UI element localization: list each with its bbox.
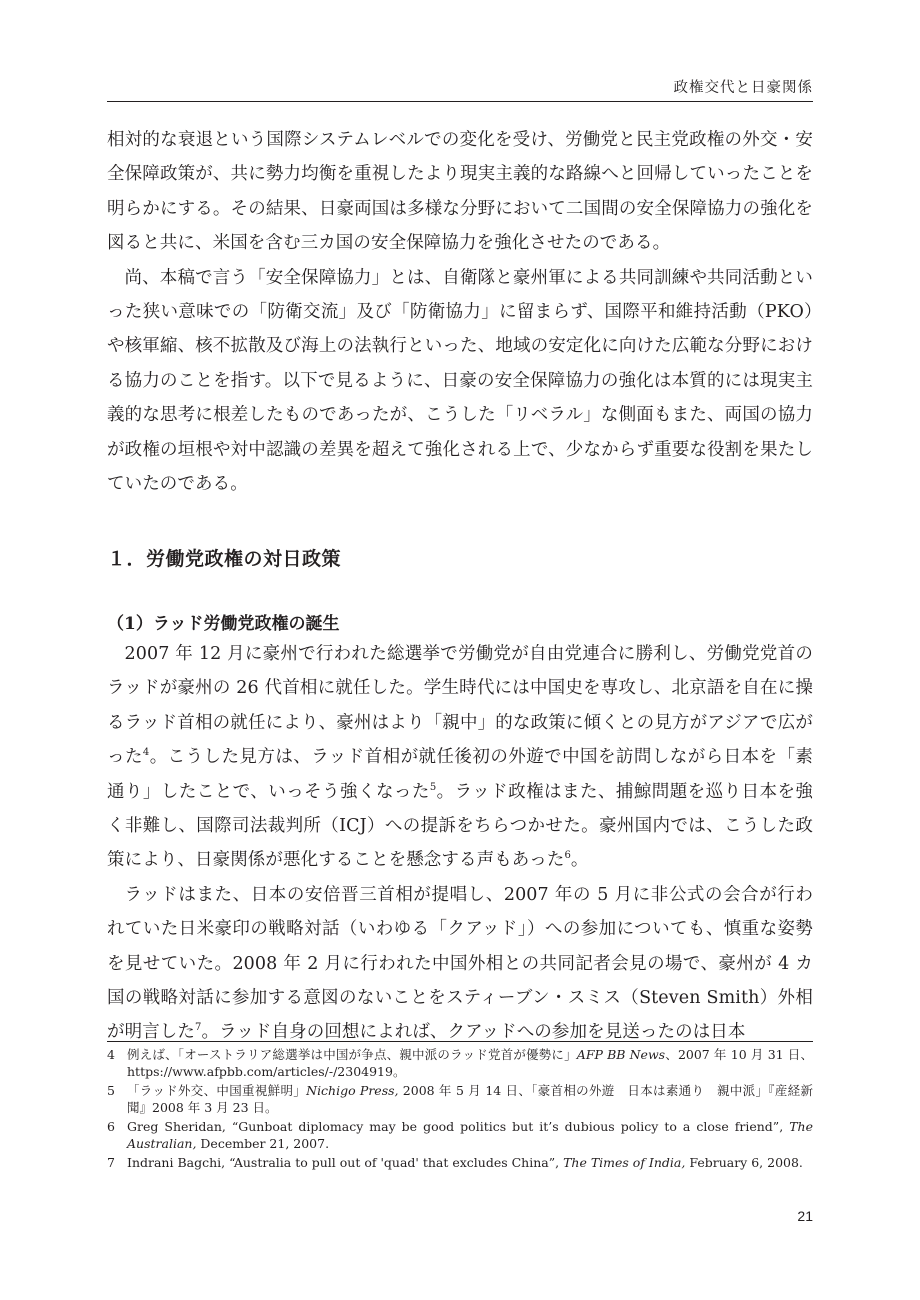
paragraph-3-part-c: 。ラッド政権はまた、捕鯨問題を巡り日本を強く非難し、国際司法裁判所（ICJ）への提訴をちらつかせた。豪州国内では、こうした政策により、日豪関係が悪化することを懸念する声もあった [107,781,814,871]
footnote-number: 5 [107,1083,115,1098]
paragraph-3-part-d: 。 [570,850,589,871]
footnote-text-b: December 21, 2007. [196,1136,330,1151]
footnote-ref-6[interactable]: 6 [564,850,571,862]
footnote-text-a: 「ラッド外交、中国重視鮮明」 [127,1083,307,1098]
footnote-source: The Times of India, [563,1155,686,1170]
footnote-ref-5[interactable]: 5 [429,781,437,793]
footnote [107,1082,813,1116]
section-body [107,637,813,1050]
footnote-text-a: Greg Sheridan, “Gunboat diplomacy may be good politics but it’s dubious policy to a close friend”, [127,1119,790,1134]
footnote-rule [107,1041,813,1042]
running-header: 政権交代と日豪関係 [673,80,813,96]
paragraph-3 [107,637,813,878]
subsection-heading: （1）ラッド労働党政権の誕生 [107,614,340,634]
paragraph-3-part-a: 2007 年 12 月に豪州で行われた総選挙で労働党が自由党連合に勝利し、労働党党首のラッドが豪州の 26 代首相に就任した。学生時代には中国史を専攻し、北京語を自在に操るラッド首相の就任により、豪州はより「親中」的な政策に傾くとの見方がアジアで広がった [107,644,813,768]
footnote [107,1046,813,1080]
footnote-text [127,1118,813,1152]
footnote-number: 4 [107,1047,115,1062]
footnote-text [127,1082,813,1116]
footnote-number: 7 [107,1155,115,1170]
footnote-text [127,1046,813,1080]
footnote-text-a: Indrani Bagchi, “Australia to pull out of 'quad' that excludes China”, [127,1155,564,1170]
paragraph-2: 尚、本稿で言う「安全保障協力」とは、自衛隊と豪州軍による共同訓練や共同活動といった狭い意味での「防衛交流」及び「防衛協力」に留まらず、国際平和維持活動（PKO）や核軍縮、核不拡散及び海上の法執行といった、地域の安定化に向けた広範な分野における協力のことを指す。以下で見るように、日豪の安全保障協力の強化は本質的には現実主義的な思考に根差したものであったが、こうした「リベラル」な側面もまた、両国の協力が政権の垣根や対中認識の差異を超えて強化される上で、少なからず重要な役割を果たしていたのである。 [107,267,813,495]
footnote-text [127,1154,813,1171]
intro-text [107,123,813,501]
footnote-source: Nichigo Press, [306,1083,399,1098]
footnotes [107,1046,813,1173]
footnote-text-a: 例えば、「オーストラリア総選挙は中国が争点、親中派のラッド党首が優勢に」 [127,1047,577,1062]
page-number: 21 [797,1208,813,1224]
paragraph-4-part-a: ラッドはまた、日本の安倍晋三首相が提唱し、2007 年の 5 月に非公式の会合が行われていた日米豪印の戦略対話（いわゆる「クアッド」）への参加についても、慎重な姿勢を見せていた。2008 年 2 月に行われた中国外相との共同記者会見の場で、豪州が 4 カ国の戦略対話に参加する意図のないことをスティーブン・スミス（Steven Smith）外相が明言した [107,884,813,1043]
footnote-text-b: February 6, 2008. [685,1155,803,1170]
paragraph-3-part-b: 。こうした見方は、ラッド首相が就任後初の外遊で中国を訪問しながら日本を「素通り」したことで、いっそう強くなった [107,747,813,802]
paragraph-4-part-b: 。ラッド自身の回想によれば、クアッドへの参加を見送ったのは日本 [201,1022,746,1043]
footnote-text-b: 2008 年 5 月 14 日、「豪首相の外遊 日本は素通り 親中派」『産経新聞』2008 年 3 月 23 日。 [127,1083,813,1115]
footnote-ref-7[interactable]: 7 [195,1022,202,1034]
footnote-text-b[interactable]: 、2007 年 10 月 31 日、https://www.afpbb.com/articles/-/2304919。 [127,1047,813,1079]
footnote-source: AFP BB News [576,1047,666,1062]
footnote [107,1118,813,1152]
footnote-number: 6 [107,1119,115,1134]
footnote-source: The Australian, [127,1119,813,1151]
paragraph-1: 相対的な衰退という国際システムレベルでの変化を受け、労働党と民主党政権の外交・安全保障政策が、共に勢力均衡を重視したより現実主義的な路線へと回帰していったことを明らかにする。その結果、日豪両国は多様な分野において二国間の安全保障協力の強化を図ると共に、米国を含む三カ国の安全保障協力を強化させたのである。 [107,130,813,254]
paragraph-4 [107,878,813,1050]
header-rule [107,101,813,102]
section-heading: １．労働党政権の対日政策 [107,548,342,570]
footnote [107,1154,813,1171]
footnote-ref-4[interactable]: 4 [142,747,150,759]
